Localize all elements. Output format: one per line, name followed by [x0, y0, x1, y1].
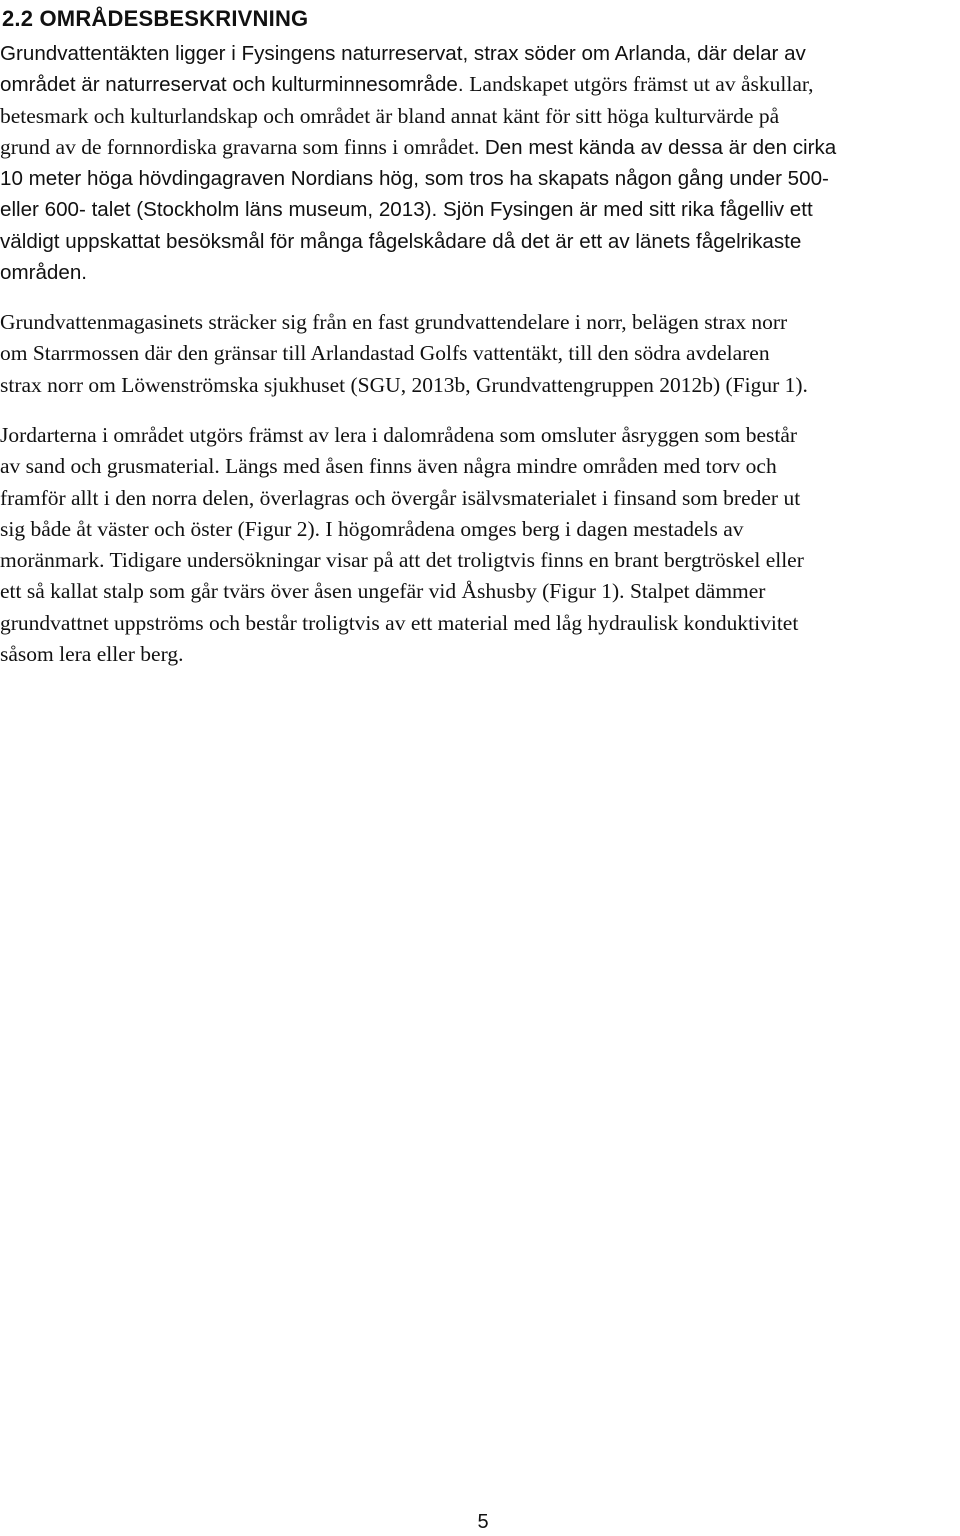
- text-segment: Grundvattenmagasinets sträcker sig från en fast grundvattendelare i norr, belägen strax norr: [0, 310, 788, 334]
- text-line: [0, 420, 960, 451]
- text-segment: 10 meter höga hövdingagraven Nordians hög, som tros ha skapats någon gång under 500-: [0, 167, 829, 191]
- paragraph-groundwater-reservoir: [0, 307, 960, 401]
- page-number: 5: [477, 1511, 489, 1533]
- text-segment: framför allt i den norra delen, överlagras och övergår isälvsmaterialet i finsand som breder ut: [0, 485, 801, 510]
- text-line: [0, 514, 960, 545]
- text-segment: väldigt uppskattat besöksmål för många fågelskådare då det är ett av länets fågelrikaste: [0, 229, 802, 253]
- text-segment: I högområdena omges berg i dagen mestadels av: [325, 516, 744, 541]
- text-segment: Den mest kända av dessa är den cirka: [484, 135, 837, 159]
- text-segment: områden.: [0, 261, 88, 285]
- text-line: [0, 101, 960, 132]
- text-segment: eller 600- talet (Stockholm läns museum, 2013).: [0, 198, 443, 222]
- text-segment: betesmark och kulturlandskap och området är bland annat känt för sitt höga kulturvärde på: [0, 103, 780, 128]
- text-segment: Stalpet dämmer: [629, 579, 766, 604]
- text-line: [0, 38, 960, 69]
- text-line: [0, 639, 960, 670]
- text-segment: grund av de fornnordiska gravarna som finns i området.: [0, 134, 485, 159]
- text-segment: strax norr om Löwenströmska sjukhuset (SGU, 2013b, Grundvattengruppen 2012b) (Figur 1).: [0, 372, 808, 397]
- text-segment: grundvattnet uppströms och består troligtvis av ett material med låg hydraulisk konduktivitet: [0, 610, 799, 635]
- text-line: [0, 163, 960, 194]
- text-line: [0, 545, 960, 576]
- text-segment: såsom lera eller berg.: [0, 642, 184, 667]
- text-line: [0, 338, 960, 369]
- text-segment: moränmark.: [0, 548, 110, 573]
- text-segment: av sand och grusmaterial.: [0, 454, 226, 479]
- text-segment: Sjön Fysingen är med sitt rika fågelliv ett: [442, 198, 813, 222]
- text-segment: Längs med åsen finns även några mindre områden med torv och: [225, 454, 777, 479]
- section-heading: 2.2 OMRÅDESBESKRIVNING: [2, 6, 309, 31]
- text-line: [0, 257, 960, 288]
- text-segment: ett så kallat stalp som går tvärs över åsen ungefär vid Åshusby (Figur 1).: [0, 579, 630, 604]
- text-segment: om Starrmossen där den gränsar till Arlandastad Golfs vattentäkt, till den södra avdelaren: [0, 341, 770, 366]
- text-line: [0, 483, 960, 514]
- text-line: [0, 451, 960, 482]
- text-line: [0, 194, 960, 225]
- paragraph-area-description: [0, 38, 960, 288]
- text-segment: Tidigare undersökningar visar på att det troligtvis finns en brant bergtröskel eller: [109, 548, 804, 573]
- text-segment: Jordarterna i området utgörs främst av lera i dalområdena som omsluter åsryggen som består: [0, 423, 798, 447]
- text-line: [0, 576, 960, 607]
- text-line: [0, 307, 960, 338]
- text-segment: Landskapet utgörs främst ut av åskullar,: [469, 72, 814, 97]
- text-segment: sig både åt väster och öster (Figur 2).: [0, 516, 326, 541]
- text-line: [0, 226, 960, 257]
- text-line: [0, 608, 960, 639]
- text-line: [0, 69, 960, 100]
- text-line: [0, 132, 960, 163]
- text-segment: området är naturreservat och kulturminnesområde.: [0, 73, 470, 97]
- paragraph-soil-types: [0, 420, 960, 670]
- text-line: [0, 370, 960, 401]
- text-segment: Grundvattentäkten ligger i Fysingens naturreservat, strax söder om Arlanda, där delar av: [0, 42, 806, 65]
